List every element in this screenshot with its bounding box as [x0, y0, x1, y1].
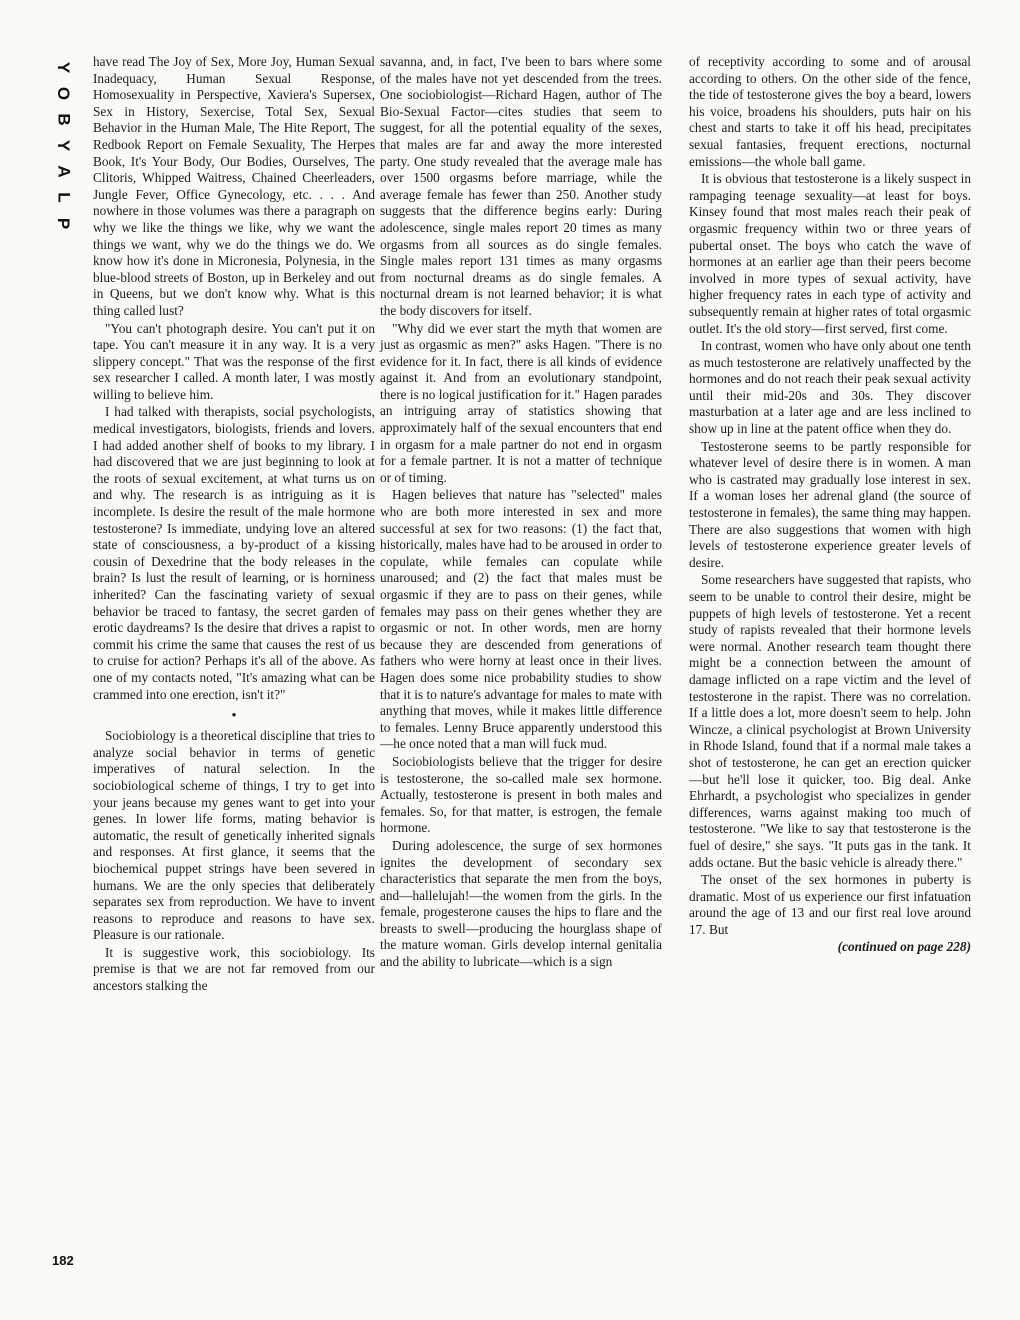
text-column-1: [93, 54, 375, 996]
text-column-3: [689, 54, 971, 957]
sidebar-letter: L: [54, 192, 74, 203]
paragraph: "You can't photograph desire. You can't put it on tape. You can't measure it in any way. It is a very slippery concept." That was the response of the first sex researcher I called. A month later, I was mostly willing to believe him.: [93, 320, 375, 402]
paragraph: Sociobiology is a theoretical discipline that tries to analyze social behavior in terms of genetic imperatives of natural selection. In the sociobiological scheme of things, I try to get into your jeans because my genes want to get into your genes. In lower life forms, mating behavior is automatic, the result of genetically inherited signals and responses. At first glance, it seems that the biochemical puppet strings have been severed in humans. We are the only species that deliberately separates sex from reproduction. We have to invent reasons to reproduce and reasons to have sex. Pleasure is our rationale.: [93, 728, 375, 943]
paragraph: I had talked with therapists, social psychologists, medical investigators, biologists, friends and lovers. I had added another shelf of books to my library. I had discovered that we are just beginning to look at the roots of sexual excitement, at what turns us on and why. The research is as intriguing as it is incomplete. Is desire the result of the male hormone testosterone? Is immediate, undying love an altered state of consciousness, a by-product of a kissing cousin of Dexedrine that the body releases in the brain? Is lust the result of learning, or is horniness inherited? Can the fascinating variety of sexual behavior be traced to fantasy, the secret garden of erotic daydreams? Is the desire that drives a rapist to commit his crime the same that causes the rest of us to cruise for action? Perhaps it's all of the above. As one of my contacts noted, "It's amazing what can be crammed into one erection, isn't it?": [93, 404, 375, 702]
paragraph: Hagen believes that nature has "selected" males who are both more interested in sex and more successful at sex for two reasons: (1) the fact that, historically, males have had to be aroused in order to copulate, while females can copulate while unaroused; and (2) the fact that males must be orgasmic if they are to pass on their genes, while females may pass on their genes whether they are orgasmic or not. In other words, men are horny because they are descended from generations of fathers who were horny at least once in their lives. Hagen does some nice probability studies to show that it is to nature's advantage for males to mate with anything that moves, while it makes little difference to females. Lenny Bruce apparently understood this—he once noted that a man will fuck mud.: [380, 487, 662, 752]
text-column-2: [380, 54, 662, 972]
paragraph: During adolescence, the surge of sex hormones ignites the development of secondary sex characteristics that separate the men from the boys, and—hallelujah!—the women from the girls. In the female, progesterone causes the hips to flare and the breasts to swell—producing the hourglass shape of the mature woman. Girls develop internal genitalia and the ability to lubricate—which is a sign: [380, 837, 662, 970]
paragraph: Some researchers have suggested that rapists, who seem to be unable to control their desire, might be puppets of high levels of testosterone. Yet a recent study of rapists revealed that their hormone levels were normal. Another research team thought there might be a connection between the amount of damage inflicted on a rape victim and the level of testosterone in the rapist. There was no correlation. If a little does a lot, more doesn't seem to help. John Wincze, a clinical psychologist at Brown University in Rhode Island, found that if a normal male takes a shot of testosterone, he can get an erection quicker—but he'll lose it quicker, too. Big deal. Anke Ehrhardt, a psychologist who specializes in gender differences, warns against making too much of testosterone. "We like to say that testosterone is the fuel of desire," she says. "It puts gas in the tank. It adds octane. But the basic vehicle is already there.": [689, 572, 971, 870]
section-break-bullet: •: [231, 708, 237, 725]
paragraph: Sociobiologists believe that the trigger for desire is testosterone, the so-called male sex hormone. Actually, testosterone is present in both males and females. So, for that matter, is estrogen, the female hormone.: [380, 753, 662, 836]
paragraph: of receptivity according to some and of arousal according to others. On the other side of the fence, the tide of testosterone gives the boy a beard, lowers his voice, broadens his shoulders, puts hair on his chest and starts to take it off his head, precipitates sexual fantasies, frequent erections, nocturnal emissions—the whole ball game.: [689, 54, 971, 169]
continued-on-link[interactable]: (continued on page 228): [837, 939, 971, 955]
magazine-sidebar-logo: [52, 58, 76, 240]
sidebar-letter: P: [54, 217, 74, 230]
paragraph: Testosterone seems to be partly responsible for whatever level of desire there is in women. A man who is castrated may gradually lose interest in sex. If a woman loses her adrenal gland (the source of testosterone in females), the same thing may happen. There are also suggestions that women with high levels of testosterone experience greater levels of desire.: [689, 438, 971, 570]
page-number: 182: [52, 1253, 74, 1268]
sidebar-letter: Y: [54, 61, 74, 74]
paragraph: "Why did we ever start the myth that women are just as orgasmic as men?" asks Hagen. "There is no evidence for it. In fact, there is all kinds of evidence against it. And from an evolutionary standpoint, there is no logical justification for it." Hagen parades an intriguing array of statistics showing that approximately half of the sexual encounters that end in orgasm for a male partner do not end in orgasm for a female partner. It is not a matter of technique or of timing.: [380, 320, 662, 485]
paragraph: The onset of the sex hormones in puberty is dramatic. Most of us experience our first infatuation around the age of 13 and our first real love around 17. But: [689, 872, 971, 937]
paragraph: It is obvious that testosterone is a likely suspect in rampaging teenage sexuality—at least for boys. Kinsey found that most males reach their peak of orgasmic frequency within two or three years of pubertal onset. The boys who catch the wave of hormones at an earlier age than their peers become involved in more types of sexual activity, have higher frequency rates in each type of activity and subsequently remain at higher rates of total orgasmic outlet. It's the old story—first served, first come.: [689, 171, 971, 336]
sidebar-letter: O: [54, 86, 74, 101]
sidebar-letter: B: [54, 113, 74, 126]
paragraph: have read The Joy of Sex, More Joy, Human Sexual Inadequacy, Human Sexual Response, Homosexuality in Perspective, Xaviera's Supersex, Sex in History, Sexercise, Total Sex, Sexual Behavior in the Human Male, The Hite Report, The Redbook Report on Female Sexuality, The Herpes Book, It's Your Body, Our Bodies, Ourselves, The Clitoris, Whipped Waitress, Chained Cheerleaders, Jungle Fever, Office Gynecology, etc. . . . And nowhere in those volumes was there a paragraph on why we like the things we like, why we want the things we want, why we do the things we do. We know how it's done in Micronesia, Polynesia, in the blue-blood streets of Boston, up in Berkeley and out in Queens, but we don't know why. What is this thing called lust?: [93, 54, 375, 318]
paragraph: In contrast, women who have only about one tenth as much testosterone are relatively unaffected by the hormones and do not reach their peak sexual activity until their mid-20s and 30s. They discover masturbation at a later age and are less inclined to show up in line at the patent office when they do.: [689, 338, 971, 437]
sidebar-letter: Y: [54, 139, 74, 152]
sidebar-letter: A: [54, 165, 74, 178]
paragraph: It is suggestive work, this sociobiology. Its premise is that we are not far removed from our ancestors stalking the: [93, 944, 375, 994]
paragraph: savanna, and, in fact, I've been to bars where some of the males have not yet descended from the trees. One sociobiologist—Richard Hagen, author of The Bio-Sexual Factor—cites studies that seem to suggest, for all the potential equality of the sexes, that males are far and away the more interested party. One study revealed that the average male has over 1500 orgasms before marriage, while the average female has fewer than 250. Another study suggests that the difference begins early: During adolescence, single males report 20 times as many orgasms from all sources as do single females. Single males report 131 times as many orgasms from nocturnal dreams as do single females. A nocturnal dream is not learned behavior; it is what the body discovers for itself.: [380, 54, 662, 318]
